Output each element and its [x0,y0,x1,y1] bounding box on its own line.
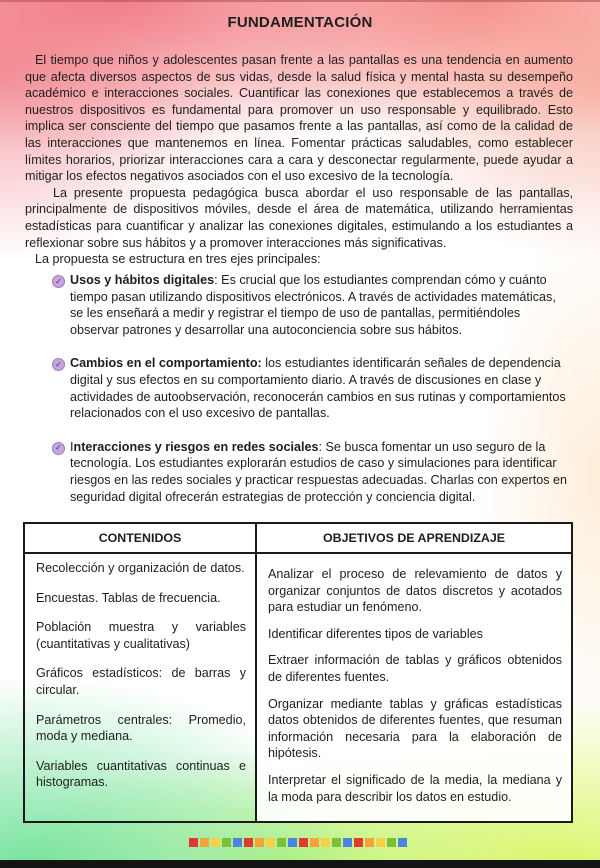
axis-separator: : [214,273,222,287]
contenido-item: Población muestra y variables (cuantitativas y cualitativas) [36,620,246,651]
color-square [211,838,220,847]
check-circle-icon: ✓ [52,358,65,371]
color-square [233,838,242,847]
objetivo-item: Extraer información de tablas y gráficos obtenidos de diferentes fuentes. [268,653,562,684]
axis-title: Cambios en el comportamiento: [70,356,262,371]
color-square [354,838,363,847]
color-square [332,838,341,847]
paragraph-2: La presente propuesta pedagógica busca abordar el uso responsable de las pantallas, principalmente de dispositivos móviles, desde el área de matemática, utilizando herramientas estadísticas para cuantificar y analizar las conexiones digitales, estimulando a los estudiantes a reflexionar sobre sus hábitos y a promover interacciones más significativas. [25,185,573,250]
color-square [200,838,209,847]
axis-title: nteracciones y riesgos en redes sociales [73,439,319,454]
color-square [398,838,407,847]
color-square [277,838,286,847]
color-square [343,838,352,847]
axis-item-interacciones [52,439,572,505]
axis-separator: : [318,439,326,454]
column-header-objetivos: OBJETIVOS DE APRENDIZAJE [256,523,572,553]
objetivo-item: Organizar mediante tablas y gráficas estadísticas datos obtenidos de diferentes fuentes, que resuman información necesaria para la elaboración de hipótesis. [268,696,562,761]
color-squares-strip [189,838,407,847]
axis-item-cambios [52,355,572,421]
color-square [255,838,264,847]
color-square [387,838,396,847]
contenido-item: Variables cuantitativas continuas e histogramas. [36,758,246,790]
color-square [288,838,297,847]
color-square [222,838,231,847]
color-square [189,838,198,847]
paragraph-3: La propuesta se estructura en tres ejes principales: [35,252,321,267]
contents-objectives-table [23,522,573,823]
objetivos-cell [256,553,572,822]
objetivo-item: Interpretar el significado de la media, la mediana y la moda para describir los datos en estudio. [268,772,562,804]
color-square [244,838,253,847]
table-header-row [24,523,572,553]
contenido-item: Encuestas. Tablas de frecuencia. [36,590,221,605]
check-circle-icon: ✓ [52,442,65,455]
color-square [266,838,275,847]
bottom-bar [0,860,600,868]
table-row [24,553,572,822]
contenido-item: Parámetros centrales: Promedio, moda y mediana. [36,712,246,744]
contenidos-cell [24,553,256,822]
axes-list [52,272,572,522]
objetivo-item: Analizar el proceso de relevamiento de datos y organizar conjuntos de datos discretos y acotados para estudiar un fenómeno. [268,567,562,615]
color-square [321,838,330,847]
axis-text: los estudiantes identificarán señales de dependencia digital y sus efectos en su comportamiento diario. A través de discusiones en clase y actividades de autoobservación, reconocerán cambios en sus rutinas y comportamientos relacionados con el uso excesivo de pantallas. [70,356,566,421]
axis-item-usos [52,272,572,338]
check-circle-icon: ✓ [52,275,65,288]
color-square [310,838,319,847]
page-title: FUNDAMENTACIÓN [227,14,373,31]
axis-title-prefix: I [70,439,74,454]
contenido-item: Recolección y organización de datos. [36,561,245,575]
paragraph-1: El tiempo que niños y adolescentes pasan frente a las pantallas es una tendencia en aumento que afecta diversos aspectos de sus vidas, desde la salud física y mental hasta su desempeño académico e interacciones sociales. Cuantificar las conexiones que establecemos a través de nuestros dispositivos es fundamental para promover un uso responsable y equilibrado. Esto implica ser consciente del tiempo que pasamos frente a las pantallas, así como de la calidad de las interacciones que mantenemos en línea. Fomentar prácticas saludables, como establecer límites horarios, priorizar interacciones cara a cara y desconectar regularmente, puede ayudar a mitigar los efectos negativos asociados con el uso excesivo de la tecnología. [25,53,573,184]
color-square [376,838,385,847]
top-edge [0,0,600,2]
intro-text [25,52,573,268]
objetivo-item: Identificar diferentes tipos de variables [268,626,483,641]
color-square [365,838,374,847]
column-header-contenidos: CONTENIDOS [24,523,256,553]
contenido-item: Gráficos estadísticos: de barras y circular. [36,666,246,697]
color-square [299,838,308,847]
axis-title: Usos y hábitos digitales [70,273,215,287]
axis-text: Es crucial que los estudiantes comprendan cómo y cuánto tiempo pasan utilizando dispositivos electrónicos. A través de actividades matemáticas, se les enseñará a medir y registrar el tiempo de uso de pantallas, permitiéndoles observar patrones y desarrollar una autoconciencia sobre sus hábitos. [70,273,556,337]
axis-text: Se busca fomentar un uso seguro de la tecnología. Los estudiantes explorarán estudios de caso y simulaciones para identificar riesgos en las redes sociales y practicar respuestas adecuadas. Charlas con expertos en seguridad digital ofrecerán estrategias de protección y conciencia digital. [70,439,568,504]
